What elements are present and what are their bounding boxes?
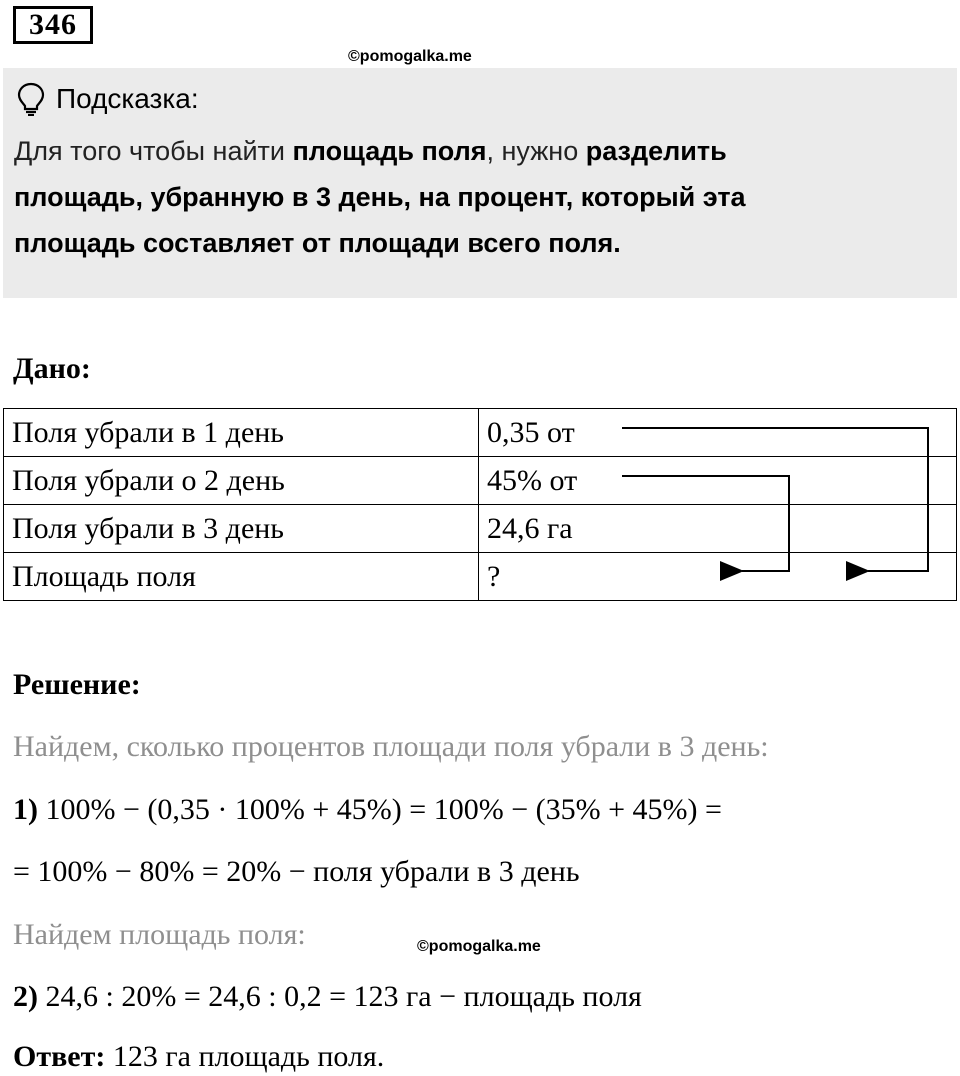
table-row — [4, 553, 957, 601]
hint-title-text: Подсказка: — [56, 83, 199, 114]
answer-text: 123 га площадь поля. — [105, 1040, 385, 1073]
watermark: ©pomogalka.me — [348, 48, 472, 65]
step-expression: 100% − (0,35 · 100% + 45%) = 100% − (35% + 45%) = — [38, 793, 722, 826]
hint-text-bold: площадь поля — [292, 136, 487, 166]
solution-intro-1: Найдем, сколько процентов площади поля убрали в 3 день: — [13, 730, 769, 763]
given-table — [3, 408, 957, 601]
step-number: 2) — [13, 980, 38, 1013]
given-label: Дано: — [13, 352, 91, 385]
given-row-value: 45% от — [479, 457, 957, 505]
given-row-label: Площадь поля — [4, 553, 479, 601]
hint-text-bold: разделить — [585, 136, 727, 166]
given-row-label: Поля убрали в 3 день — [4, 505, 479, 553]
table-row — [4, 409, 957, 457]
given-row-label: Поля убрали о 2 день — [4, 457, 479, 505]
hint-text-part: , нужно — [486, 136, 586, 166]
watermark: ©pomogalka.me — [417, 938, 541, 955]
given-row-label: Поля убрали в 1 день — [4, 409, 479, 457]
given-row-value: ? — [479, 553, 957, 601]
solution-step-1-cont: = 100% − 80% = 20% − поля убрали в 3 день — [13, 855, 580, 888]
hint-text-part: Для того чтобы найти — [14, 136, 293, 166]
answer-label: Ответ: — [13, 1040, 106, 1073]
solution-step-2 — [13, 980, 642, 1014]
hint-text — [14, 128, 934, 266]
given-row-value: 0,35 от — [479, 409, 957, 457]
lightbulb-icon — [16, 82, 46, 116]
hint-title — [16, 82, 199, 116]
hint-line-1 — [14, 128, 934, 174]
step-number: 1) — [13, 793, 38, 826]
hint-line-2: площадь, убранную в 3 день, на процент, который эта — [14, 182, 746, 212]
table-row — [4, 457, 957, 505]
solution-label: Решение: — [13, 668, 141, 701]
answer-line — [13, 1040, 384, 1074]
solution-step-1 — [13, 793, 722, 827]
hint-line-3: площадь составляет от площади всего поля. — [14, 228, 621, 258]
table-row — [4, 505, 957, 553]
solution-intro-2: Найдем площадь поля: — [13, 918, 306, 951]
step-expression: 24,6 : 20% = 24,6 : 0,2 = 123 га − площадь поля — [38, 980, 642, 1013]
problem-number: 346 — [13, 6, 93, 44]
given-row-value: 24,6 га — [479, 505, 957, 553]
